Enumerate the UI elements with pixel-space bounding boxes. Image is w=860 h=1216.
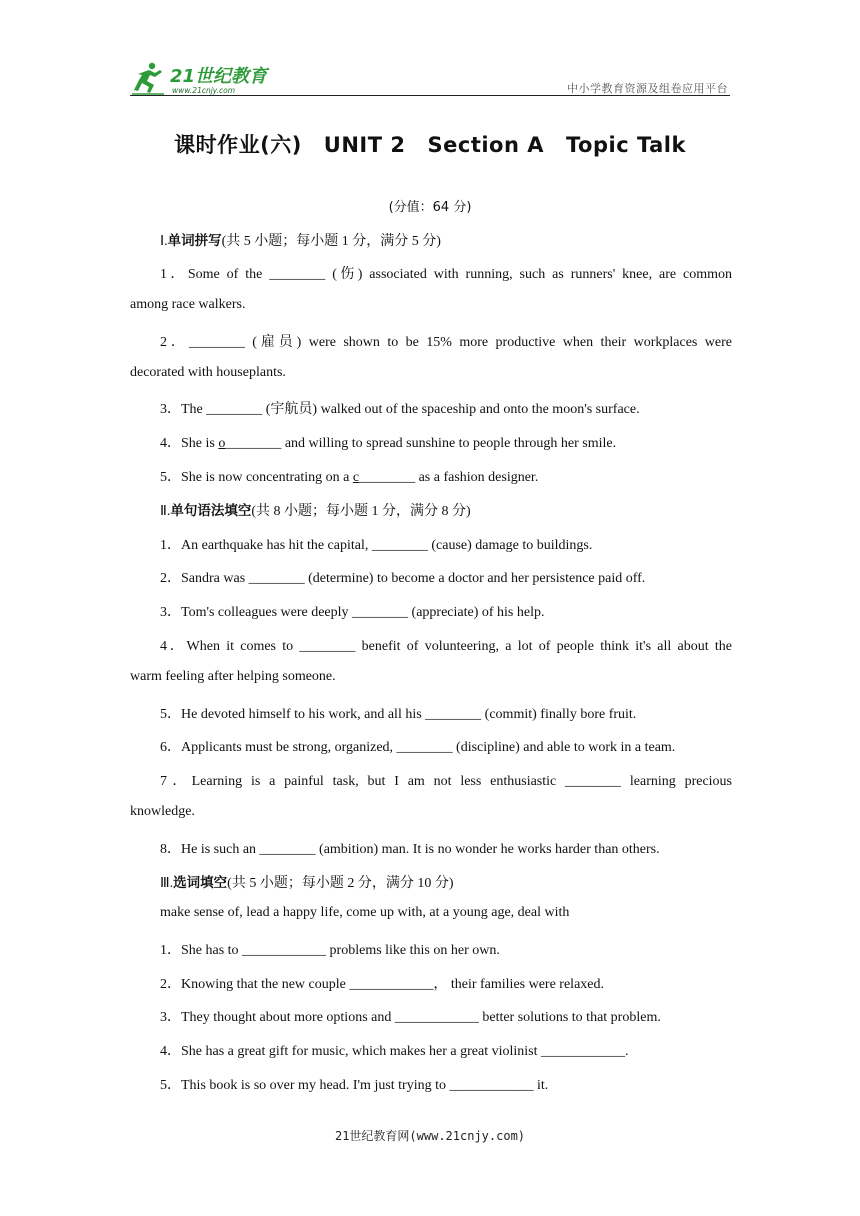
- s1-q3: 3．The ________ (宇航员) walked out of the spaceship and onto the moon's surface.: [160, 402, 640, 417]
- section2-title: Ⅱ.单句语法填空(共 8 小题；每小题 1 分，满分 8 分): [160, 503, 471, 519]
- s2-q2: 2．Sandra was ________ (determine) to become a doctor and her persistence paid off.: [160, 571, 646, 586]
- page-header: [130, 56, 730, 96]
- s1-q1-line1: 1．Some of the ________ (伤) associated with running, such as runners' knee, are common: [160, 267, 732, 282]
- s2-q4-line1: 4．When it comes to ________ benefit of volunteering, a lot of people think it's all about the: [160, 639, 732, 654]
- page-title: [0, 129, 860, 159]
- s3-q3: 3．They thought about more options and ____________ better solutions to that problem.: [160, 1010, 661, 1025]
- s2-q3: 3．Tom's colleagues were deeply ________ (appreciate) of his help.: [160, 605, 545, 620]
- title-part2: UNIT 2: [323, 133, 406, 157]
- title-part3: Section A: [427, 133, 544, 157]
- title-part4: Topic Talk: [566, 133, 686, 157]
- s1-q4: 4．She is o________ and willing to spread sunshine to people through her smile.: [160, 436, 617, 451]
- s3-q1: 1．She has to ____________ problems like this on her own.: [160, 943, 500, 958]
- s2-q1: 1．An earthquake has hit the capital, ________ (cause) damage to buildings.: [160, 538, 593, 553]
- s2-q6: 6．Applicants must be strong, organized, ________ (discipline) and able to work in a team.: [160, 740, 676, 755]
- s1-q5: 5．She is now concentrating on a c________ as a fashion designer.: [160, 470, 539, 485]
- platform-tagline: 中小学教育资源及组卷应用平台: [567, 82, 728, 95]
- s3-q4: 4．She has a great gift for music, which makes her a great violinist ____________.: [160, 1044, 629, 1059]
- s2-q7-line1: 7．Learning is a painful task, but I am not less enthusiastic ________ learning precious: [160, 774, 732, 789]
- logo-text: 21世纪教育: [170, 66, 268, 87]
- s1-q1-line2: among race walkers.: [130, 297, 246, 312]
- s1-q2-line1: 2．________ (雇员) were shown to be 15% more productive when their workplaces were: [160, 335, 732, 350]
- s3-q2: 2．Knowing that the new couple ____________， their families were relaxed.: [160, 977, 604, 992]
- page-footer: 21世纪教育网(www.21cnjy.com): [334, 1129, 526, 1143]
- header-divider: [130, 95, 730, 96]
- s2-q4-line2: warm feeling after helping someone.: [130, 669, 336, 684]
- s3-q5: 5．This book is so over my head. I'm just trying to ____________ it.: [160, 1078, 549, 1093]
- s2-q7-line2: knowledge.: [130, 804, 195, 819]
- s3-word-bank: make sense of, lead a happy life, come up with, at a young age, deal with: [160, 905, 570, 920]
- title-part1: 课时作业(六): [174, 133, 302, 157]
- s1-q2-line2: decorated with houseplants.: [130, 365, 286, 380]
- score-note: (分值：64 分): [388, 200, 472, 215]
- s2-q8: 8．He is such an ________ (ambition) man. It is no wonder he works harder than others.: [160, 842, 660, 857]
- logo-url: www.21cnjy.com: [172, 86, 236, 95]
- s2-q5: 5．He devoted himself to his work, and all his ________ (commit) finally bore fruit.: [160, 707, 637, 722]
- section3-title: Ⅲ.选词填空(共 5 小题；每小题 2 分，满分 10 分): [160, 875, 454, 891]
- logo-21cnjy: [130, 60, 290, 96]
- section1-title: Ⅰ.单词拼写(共 5 小题；每小题 1 分，满分 5 分): [160, 233, 441, 249]
